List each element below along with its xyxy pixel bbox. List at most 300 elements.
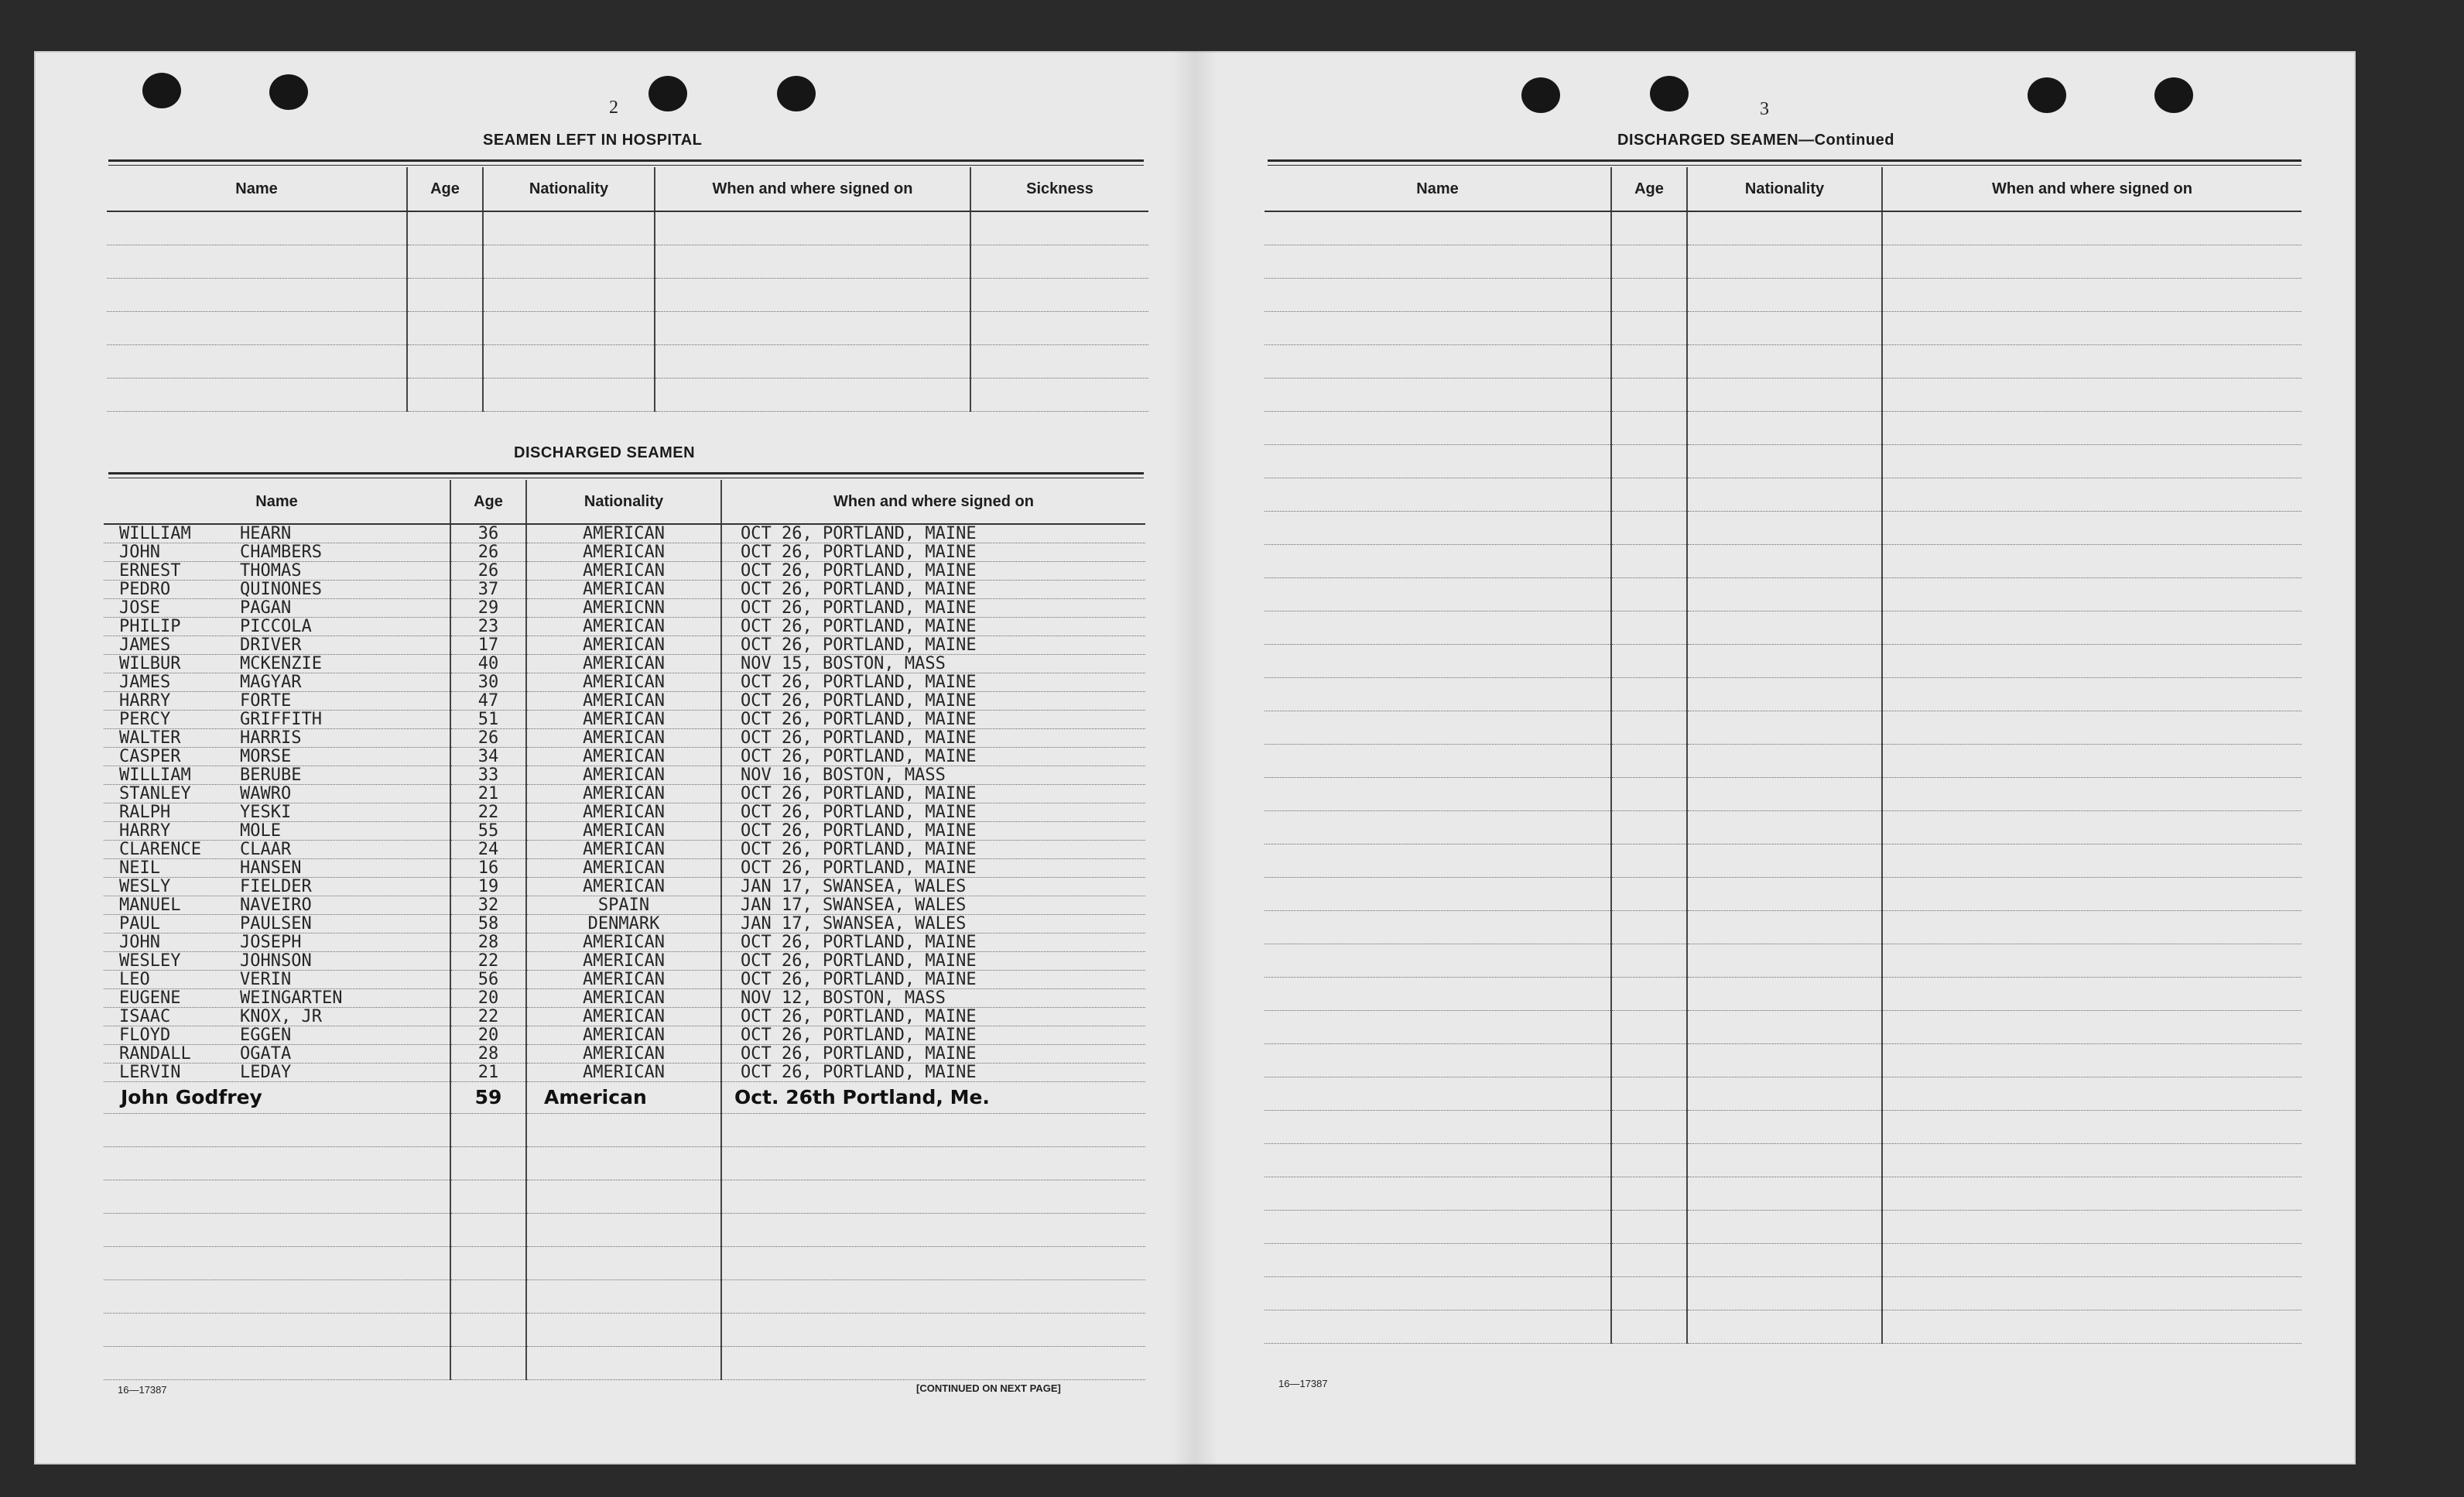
last-name: MOLE bbox=[240, 821, 281, 841]
seaman-signed-on: JAN 17, SWANSEA, WALES bbox=[721, 915, 1145, 933]
table-row bbox=[104, 581, 1145, 599]
last-name: HEARN bbox=[240, 524, 292, 543]
first-name: WESLY bbox=[119, 877, 171, 896]
seaman-nationality: AMERICAN bbox=[526, 1045, 721, 1064]
last-name: GRIFFITH bbox=[240, 710, 322, 729]
first-name: JOHN bbox=[119, 933, 160, 952]
table-row bbox=[104, 524, 1145, 543]
table-row bbox=[104, 729, 1145, 748]
table-row bbox=[104, 1064, 1145, 1082]
seaman-name bbox=[104, 896, 450, 915]
last-name: LEDAY bbox=[240, 1063, 292, 1082]
first-name: WILLIAM bbox=[119, 524, 191, 543]
seaman-nationality: DENMARK bbox=[526, 915, 721, 933]
seaman-age: 28 bbox=[450, 1045, 526, 1064]
first-name: PHILIP bbox=[119, 617, 181, 636]
seaman-age: 19 bbox=[450, 878, 526, 896]
blank-row bbox=[1265, 1310, 2301, 1344]
seaman-signed-on: OCT 26, PORTLAND, MAINE bbox=[721, 1064, 1145, 1082]
seaman-name bbox=[104, 562, 450, 581]
blank-row bbox=[1265, 345, 2301, 379]
first-name: LEO bbox=[119, 970, 150, 989]
seaman-age: 30 bbox=[450, 673, 526, 692]
last-name: FIELDER bbox=[240, 877, 312, 896]
last-name: EGGEN bbox=[240, 1026, 292, 1045]
seaman-age: 28 bbox=[450, 933, 526, 952]
seaman-age: 56 bbox=[450, 971, 526, 989]
table-row bbox=[104, 562, 1145, 581]
blank-row bbox=[107, 379, 1148, 412]
table-row bbox=[104, 599, 1145, 618]
seaman-nationality: AMERICAN bbox=[526, 655, 721, 673]
left-page bbox=[34, 51, 1172, 1464]
first-name: JAMES bbox=[119, 635, 171, 655]
discharged-extra-rows bbox=[104, 1082, 1145, 1380]
blank-row bbox=[1265, 1077, 2301, 1111]
seaman-nationality: AMERICAN bbox=[526, 878, 721, 896]
blank-row bbox=[1265, 745, 2301, 778]
blank-row bbox=[107, 211, 1148, 245]
seaman-signed-on: OCT 26, PORTLAND, MAINE bbox=[721, 785, 1145, 803]
table-row bbox=[104, 711, 1145, 729]
page-number: 2 bbox=[609, 98, 618, 118]
hospital-section-title: SEAMEN LEFT IN HOSPITAL bbox=[483, 132, 703, 149]
page-number: 3 bbox=[1760, 99, 1769, 119]
seaman-name bbox=[104, 543, 450, 562]
first-name: FLOYD bbox=[119, 1026, 171, 1045]
table-row bbox=[104, 989, 1145, 1008]
blank-row bbox=[107, 245, 1148, 279]
seaman-age: 29 bbox=[450, 599, 526, 618]
col-header-nationality: Nationality bbox=[483, 167, 655, 211]
last-name: OGATA bbox=[240, 1044, 292, 1064]
seaman-signed-on: OCT 26, PORTLAND, MAINE bbox=[721, 933, 1145, 952]
seaman-name bbox=[104, 636, 450, 655]
table-row bbox=[104, 915, 1145, 933]
seaman-age: 26 bbox=[450, 562, 526, 581]
blank-row bbox=[1265, 978, 2301, 1011]
table-row bbox=[104, 636, 1145, 655]
seaman-age: 20 bbox=[450, 1026, 526, 1045]
seaman-nationality: AMERICAN bbox=[526, 933, 721, 952]
seaman-name bbox=[104, 1008, 450, 1026]
seaman-age: 59 bbox=[450, 1082, 526, 1114]
col-header-signed-on: When and where signed on bbox=[1882, 167, 2301, 211]
blank-row bbox=[1265, 545, 2301, 578]
right-page bbox=[1218, 51, 2356, 1464]
continued-table bbox=[1265, 167, 2301, 1344]
col-header-age: Age bbox=[407, 167, 483, 211]
seaman-nationality: AMERICAN bbox=[526, 1008, 721, 1026]
seaman-age: 22 bbox=[450, 803, 526, 822]
form-number: 16—17387 bbox=[1278, 1378, 1328, 1389]
seaman-nationality: AMERICAN bbox=[526, 822, 721, 841]
blank-row bbox=[1265, 478, 2301, 512]
blank-row bbox=[1265, 1277, 2301, 1310]
blank-row bbox=[1265, 711, 2301, 745]
last-name: MORSE bbox=[240, 747, 292, 766]
seaman-nationality: AMERICAN bbox=[526, 1064, 721, 1082]
blank-row bbox=[1265, 512, 2301, 545]
table-row bbox=[104, 543, 1145, 562]
blank-row bbox=[104, 1314, 1145, 1347]
seaman-signed-on: OCT 26, PORTLAND, MAINE bbox=[721, 599, 1145, 618]
blank-row bbox=[104, 1180, 1145, 1214]
seaman-name bbox=[104, 915, 450, 933]
first-name: CLARENCE bbox=[119, 840, 201, 859]
seaman-age: 21 bbox=[450, 1064, 526, 1082]
discharged-section-title: DISCHARGED SEAMEN bbox=[514, 444, 696, 461]
blank-row bbox=[104, 1247, 1145, 1280]
table-row bbox=[104, 785, 1145, 803]
blank-row bbox=[104, 1114, 1145, 1147]
seaman-nationality: AMERICAN bbox=[526, 1026, 721, 1045]
blank-row bbox=[1265, 211, 2301, 245]
last-name: PICCOLA bbox=[240, 617, 312, 636]
seaman-name bbox=[104, 785, 450, 803]
seaman-signed-on: OCT 26, PORTLAND, MAINE bbox=[721, 692, 1145, 711]
table-row bbox=[104, 692, 1145, 711]
blank-row bbox=[107, 312, 1148, 345]
table-row bbox=[104, 748, 1145, 766]
col-header-age: Age bbox=[1611, 167, 1687, 211]
last-name: FORTE bbox=[240, 691, 292, 711]
first-name: CASPER bbox=[119, 747, 181, 766]
seaman-nationality: AMERICAN bbox=[526, 618, 721, 636]
last-name: YESKI bbox=[240, 803, 292, 822]
seaman-age: 24 bbox=[450, 841, 526, 859]
discharged-rows bbox=[104, 524, 1145, 1082]
form-number: 16—17387 bbox=[118, 1384, 167, 1396]
last-name: JOSEPH bbox=[240, 933, 302, 952]
last-name: WAWRO bbox=[240, 784, 292, 803]
seaman-nationality: AMERICAN bbox=[526, 636, 721, 655]
last-name: CHAMBERS bbox=[240, 543, 322, 562]
col-header-name: Name bbox=[104, 480, 450, 524]
blank-row bbox=[1265, 811, 2301, 844]
first-name: JAMES bbox=[119, 673, 171, 692]
seaman-name bbox=[104, 989, 450, 1008]
blank-row bbox=[1265, 678, 2301, 711]
seaman-signed-on: OCT 26, PORTLAND, MAINE bbox=[721, 1045, 1145, 1064]
first-name: HARRY bbox=[119, 691, 171, 711]
hospital-table bbox=[107, 167, 1148, 412]
seaman-name bbox=[104, 859, 450, 878]
seaman-nationality: AMERICAN bbox=[526, 971, 721, 989]
seaman-nationality: AMERICAN bbox=[526, 581, 721, 599]
blank-row bbox=[104, 1280, 1145, 1314]
blank-row bbox=[1265, 844, 2301, 878]
seaman-signed-on: NOV 15, BOSTON, MASS bbox=[721, 655, 1145, 673]
blank-row bbox=[1265, 245, 2301, 279]
seaman-signed-on: OCT 26, PORTLAND, MAINE bbox=[721, 673, 1145, 692]
first-name: HARRY bbox=[119, 821, 171, 841]
seaman-signed-on: OCT 26, PORTLAND, MAINE bbox=[721, 1008, 1145, 1026]
seaman-nationality: AMERICAN bbox=[526, 729, 721, 748]
seaman-signed-on: OCT 26, PORTLAND, MAINE bbox=[721, 543, 1145, 562]
table-row bbox=[104, 766, 1145, 785]
seaman-name bbox=[104, 599, 450, 618]
last-name: CLAAR bbox=[240, 840, 292, 859]
col-header-age: Age bbox=[450, 480, 526, 524]
seaman-signed-on: OCT 26, PORTLAND, MAINE bbox=[721, 952, 1145, 971]
seaman-name bbox=[104, 618, 450, 636]
table-row bbox=[104, 971, 1145, 989]
seaman-name bbox=[104, 933, 450, 952]
section-title-suffix: —Continued bbox=[1798, 132, 1894, 149]
seaman-age: 21 bbox=[450, 785, 526, 803]
blank-row bbox=[1265, 1044, 2301, 1077]
seaman-age: 55 bbox=[450, 822, 526, 841]
blank-row bbox=[1265, 379, 2301, 412]
seaman-signed-on: OCT 26, PORTLAND, MAINE bbox=[721, 859, 1145, 878]
seaman-age: 40 bbox=[450, 655, 526, 673]
last-name: BERUBE bbox=[240, 766, 302, 785]
seaman-signed-on: OCT 26, PORTLAND, MAINE bbox=[721, 803, 1145, 822]
seaman-signed-on: NOV 12, BOSTON, MASS bbox=[721, 989, 1145, 1008]
last-name: WEINGARTEN bbox=[240, 988, 343, 1008]
last-name: HARRIS bbox=[240, 728, 302, 748]
seaman-nationality: AMERICAN bbox=[526, 673, 721, 692]
table-row bbox=[104, 803, 1145, 822]
seaman-signed-on: OCT 26, PORTLAND, MAINE bbox=[721, 581, 1145, 599]
table-row bbox=[104, 841, 1145, 859]
blank-row bbox=[1265, 645, 2301, 678]
first-name: RANDALL bbox=[119, 1044, 191, 1064]
seaman-nationality: AMERICAN bbox=[526, 803, 721, 822]
blank-row bbox=[1265, 778, 2301, 811]
seaman-age: 26 bbox=[450, 729, 526, 748]
handwritten-row bbox=[104, 1082, 1145, 1114]
seaman-nationality: AMERICAN bbox=[526, 524, 721, 543]
blank-row bbox=[1265, 578, 2301, 611]
seaman-name bbox=[104, 1064, 450, 1082]
seaman-signed-on: OCT 26, PORTLAND, MAINE bbox=[721, 822, 1145, 841]
seaman-signed-on: JAN 17, SWANSEA, WALES bbox=[721, 878, 1145, 896]
blank-row bbox=[1265, 1011, 2301, 1044]
first-name: WESLEY bbox=[119, 951, 181, 971]
first-name: EUGENE bbox=[119, 988, 181, 1008]
seaman-name bbox=[104, 673, 450, 692]
blank-row bbox=[1265, 611, 2301, 645]
first-name: JOSE bbox=[119, 598, 160, 618]
seaman-age: 36 bbox=[450, 524, 526, 543]
seaman-nationality: AMERICAN bbox=[526, 543, 721, 562]
seaman-signed-on: OCT 26, PORTLAND, MAINE bbox=[721, 562, 1145, 581]
seaman-nationality: AMERICAN bbox=[526, 841, 721, 859]
first-name: NEIL bbox=[119, 858, 160, 878]
table-row bbox=[104, 952, 1145, 971]
last-name: QUINONES bbox=[240, 580, 322, 599]
last-name: VERIN bbox=[240, 970, 292, 989]
seaman-name bbox=[104, 748, 450, 766]
seaman-name bbox=[104, 524, 450, 543]
seaman-age: 33 bbox=[450, 766, 526, 785]
first-name: WILBUR bbox=[119, 654, 181, 673]
seaman-nationality: SPAIN bbox=[526, 896, 721, 915]
col-header-sickness: Sickness bbox=[970, 167, 1148, 211]
table-row bbox=[104, 1045, 1145, 1064]
double-rule bbox=[1268, 159, 2301, 166]
seaman-age: 16 bbox=[450, 859, 526, 878]
seaman-name bbox=[104, 841, 450, 859]
seaman-age: 26 bbox=[450, 543, 526, 562]
blank-row bbox=[1265, 944, 2301, 978]
seaman-name bbox=[104, 1026, 450, 1045]
blank-row bbox=[1265, 445, 2301, 478]
first-name: WILLIAM bbox=[119, 766, 191, 785]
seaman-signed-on: OCT 26, PORTLAND, MAINE bbox=[721, 841, 1145, 859]
table-row bbox=[104, 673, 1145, 692]
first-name: PAUL bbox=[119, 914, 160, 933]
seaman-nationality: AMERICNN bbox=[526, 599, 721, 618]
col-header-nationality: Nationality bbox=[526, 480, 721, 524]
seaman-age: 34 bbox=[450, 748, 526, 766]
seaman-name bbox=[104, 971, 450, 989]
seaman-name bbox=[104, 803, 450, 822]
table-row bbox=[104, 1008, 1145, 1026]
seaman-age: 37 bbox=[450, 581, 526, 599]
last-name: PAULSEN bbox=[240, 914, 312, 933]
seaman-name bbox=[104, 1045, 450, 1064]
blank-row bbox=[1265, 878, 2301, 911]
seaman-name bbox=[104, 822, 450, 841]
seaman-signed-on: OCT 26, PORTLAND, MAINE bbox=[721, 1026, 1145, 1045]
discharged-table bbox=[104, 480, 1145, 1380]
last-name: MAGYAR bbox=[240, 673, 302, 692]
seaman-age: 22 bbox=[450, 952, 526, 971]
table-row bbox=[104, 859, 1145, 878]
table-row bbox=[104, 896, 1145, 915]
seaman-age: 47 bbox=[450, 692, 526, 711]
last-name: NAVEIRO bbox=[240, 896, 312, 915]
col-header-signed-on: When and where signed on bbox=[721, 480, 1145, 524]
continued-note: [CONTINUED ON NEXT PAGE] bbox=[916, 1382, 1061, 1394]
table-row bbox=[104, 933, 1145, 952]
first-name: LERVIN bbox=[119, 1063, 181, 1082]
document-sheet bbox=[34, 51, 2356, 1464]
seaman-signed-on: OCT 26, PORTLAND, MAINE bbox=[721, 711, 1145, 729]
blank-row bbox=[104, 1347, 1145, 1380]
seaman-nationality: AMERICAN bbox=[526, 989, 721, 1008]
table-row bbox=[104, 878, 1145, 896]
seaman-signed-on: OCT 26, PORTLAND, MAINE bbox=[721, 524, 1145, 543]
blank-row bbox=[1265, 1144, 2301, 1177]
hospital-rows bbox=[107, 211, 1148, 412]
first-name: MANUEL bbox=[119, 896, 181, 915]
seaman-signed-on: OCT 26, PORTLAND, MAINE bbox=[721, 636, 1145, 655]
first-name: WALTER bbox=[119, 728, 181, 748]
last-name: PAGAN bbox=[240, 598, 292, 618]
blank-row bbox=[107, 345, 1148, 379]
last-name: JOHNSON bbox=[240, 951, 312, 971]
seaman-signed-on: OCT 26, PORTLAND, MAINE bbox=[721, 729, 1145, 748]
seaman-age: 58 bbox=[450, 915, 526, 933]
first-name: PERCY bbox=[119, 710, 171, 729]
last-name: THOMAS bbox=[240, 561, 302, 581]
first-name: ERNEST bbox=[119, 561, 181, 581]
seaman-signed-on: OCT 26, PORTLAND, MAINE bbox=[721, 618, 1145, 636]
blank-row bbox=[1265, 1211, 2301, 1244]
seaman-name bbox=[104, 766, 450, 785]
seaman-name bbox=[104, 952, 450, 971]
blank-row bbox=[1265, 279, 2301, 312]
seaman-name bbox=[104, 711, 450, 729]
seaman-name bbox=[104, 878, 450, 896]
seaman-age: 17 bbox=[450, 636, 526, 655]
last-name: HANSEN bbox=[240, 858, 302, 878]
first-name: STANLEY bbox=[119, 784, 191, 803]
seaman-nationality: American bbox=[526, 1082, 721, 1114]
first-name: RALPH bbox=[119, 803, 171, 822]
blank-row bbox=[1265, 312, 2301, 345]
seaman-nationality: AMERICAN bbox=[526, 785, 721, 803]
seaman-signed-on: JAN 17, SWANSEA, WALES bbox=[721, 896, 1145, 915]
table-row bbox=[104, 822, 1145, 841]
seaman-age: 32 bbox=[450, 896, 526, 915]
seaman-age: 20 bbox=[450, 989, 526, 1008]
seaman-signed-on: OCT 26, PORTLAND, MAINE bbox=[721, 971, 1145, 989]
last-name: MCKENZIE bbox=[240, 654, 322, 673]
page-fold bbox=[1172, 51, 1218, 1464]
seaman-nationality: AMERICAN bbox=[526, 711, 721, 729]
blank-row bbox=[104, 1214, 1145, 1247]
blank-row bbox=[1265, 1177, 2301, 1211]
blank-row bbox=[107, 279, 1148, 312]
seaman-nationality: AMERICAN bbox=[526, 952, 721, 971]
seaman-name: John Godfrey bbox=[104, 1082, 450, 1114]
first-name: PEDRO bbox=[119, 580, 171, 599]
blank-row bbox=[1265, 1111, 2301, 1144]
first-name: JOHN bbox=[119, 543, 160, 562]
seaman-signed-on: NOV 16, BOSTON, MASS bbox=[721, 766, 1145, 785]
col-header-signed-on: When and where signed on bbox=[655, 167, 970, 211]
double-rule bbox=[108, 472, 1144, 478]
col-header-nationality: Nationality bbox=[1687, 167, 1882, 211]
blank-row bbox=[104, 1147, 1145, 1180]
section-title-main: DISCHARGED SEAMEN bbox=[1617, 132, 1799, 149]
seaman-nationality: AMERICAN bbox=[526, 562, 721, 581]
seaman-nationality: AMERICAN bbox=[526, 766, 721, 785]
table-row bbox=[104, 655, 1145, 673]
double-rule bbox=[108, 159, 1144, 166]
table-row bbox=[104, 1026, 1145, 1045]
seaman-name bbox=[104, 655, 450, 673]
last-name: KNOX, JR bbox=[240, 1007, 322, 1026]
seaman-name bbox=[104, 729, 450, 748]
seaman-age: 51 bbox=[450, 711, 526, 729]
seaman-nationality: AMERICAN bbox=[526, 859, 721, 878]
seaman-age: 23 bbox=[450, 618, 526, 636]
seaman-name bbox=[104, 692, 450, 711]
col-header-name: Name bbox=[107, 167, 407, 211]
seaman-nationality: AMERICAN bbox=[526, 692, 721, 711]
seaman-signed-on: OCT 26, PORTLAND, MAINE bbox=[721, 748, 1145, 766]
table-row bbox=[104, 618, 1145, 636]
seaman-name bbox=[104, 581, 450, 599]
blank-row bbox=[1265, 911, 2301, 944]
continued-rows bbox=[1265, 211, 2301, 1344]
blank-row bbox=[1265, 412, 2301, 445]
seaman-age: 22 bbox=[450, 1008, 526, 1026]
seaman-signed-on: Oct. 26th Portland, Me. bbox=[721, 1082, 1145, 1114]
last-name: DRIVER bbox=[240, 635, 302, 655]
continued-section-title bbox=[1617, 132, 1894, 149]
blank-row bbox=[1265, 1244, 2301, 1277]
col-header-name: Name bbox=[1265, 167, 1611, 211]
first-name: ISAAC bbox=[119, 1007, 171, 1026]
seaman-nationality: AMERICAN bbox=[526, 748, 721, 766]
